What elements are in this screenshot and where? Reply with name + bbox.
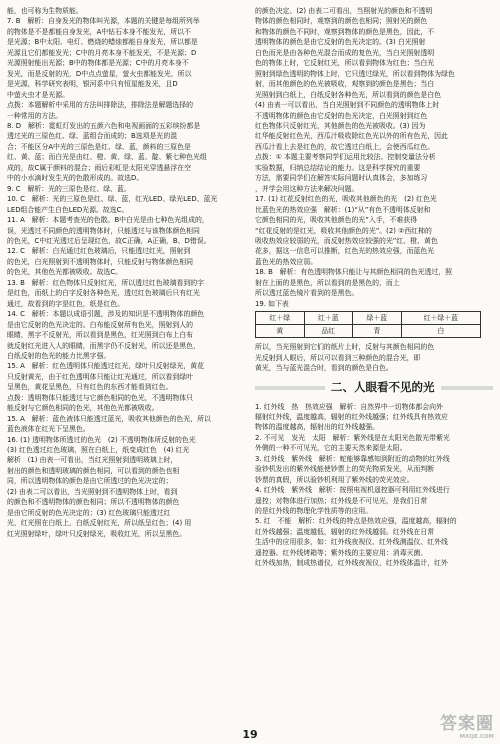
text-line: 和物体的颜色不同时，观察到物体的颜色是黑色，因此，不 [255, 27, 435, 36]
text-line: 是由它反射的色光决定的。白布能反射所有色光，照射到人的 [7, 320, 194, 329]
text-line: 的物体是不是都能自身发光，A中钻石本身不能发光，所以不 [7, 27, 191, 36]
text-line: 实验数据，归纳总结结论的能力。这是科学探究的重要 [255, 163, 421, 172]
text-line: 7. B 解析：自身发光的物体叫光源，本题的关键是每组所列举 [7, 17, 200, 26]
text-line: 5. 红 不能 解析：红外线的特点是热效应强，温度越高，辐射的 [255, 517, 457, 526]
right-column [255, 6, 493, 569]
text-line: 10. C 解析：光的三原色是红、绿、蓝，红光LED、绿光LED、蓝光 [7, 195, 218, 204]
text-line: 不透明物体的颜色由它反射的色光决定，白光照射到红色 [255, 111, 428, 120]
text-line: 的色光，其他色光都被吸收。故选C。 [7, 268, 123, 277]
text-line: 钞票的真假，所以验钞机利用了紫外线的荧光效应。 [255, 475, 414, 484]
text-line: “红花反射的是红光，吸收其他颜色的光”。(2) ②西红柿的 [255, 226, 432, 235]
text-line: 验钞机发出的紫外线能使钞票上的荧光物质发光，从而判断 [255, 465, 435, 474]
table-row [256, 312, 481, 325]
table-cell: 白 [401, 325, 480, 338]
text-line: 色的物体上时，它反射红光，所以看到物体为红色；当白光 [255, 59, 435, 68]
text-line: 吸收热效应较弱的光，而反射热效应较强的光”红、橙、黄色 [255, 236, 438, 245]
table-row [256, 325, 481, 338]
text-line: 光照射到白纸上，白纸反射各种色光，所以看到的颜色是白色 [255, 90, 442, 99]
text-line: 16. (1) 透明物体所透过的色光 (2) 不透明物体所反射的色光 [7, 435, 196, 444]
text-line: 就反射红光进入人的眼睛，而黑字仍不反射光，所以还是黑色， [7, 341, 200, 350]
text-line: 的色光，白光照射到不透明物体时，只能反射与物体颜色相同 [7, 257, 194, 266]
text-line: 花多，据这一信息可以推断，红色光的热效应强，而蓝色光 [255, 247, 435, 256]
text-line: 红外线越强；温度越低，辐射的红外线越弱。红外线在日常 [255, 527, 435, 536]
text-line: 黄光，当与蓝光混合时，看到的颜色是白色。 [255, 364, 393, 373]
text-line: 物体的颜色相同时，观察到的颜色也相同；照射光的颜色 [255, 17, 428, 26]
text-line: 3. 红外线 紫外线 解析：蛇能够靠感知到附近的动物的红外线 [255, 454, 450, 463]
text-line: 发光，而是反射的光，D中点点萤星，萤火虫都能发光，所以 [7, 69, 192, 78]
table-cell: 红＋绿 [256, 312, 305, 325]
text-line: 红光照射绿叶，绿叶只反射绿光，吸收红光，所以呈黑色。 [7, 529, 187, 538]
text-line: 射在上面的是黑色，所以看到的是黑色的，而上 [255, 278, 400, 287]
text-line: 误，光透过不同颜色的透明物体时，只能透过与该物体颜色相同 [7, 226, 200, 235]
text-line: 18. B 解析：有色透明物体只能让与其颜色相同的色光透过，照 [255, 268, 453, 277]
table-cell: 青 [353, 325, 402, 338]
text-line: 12. C 解析：白光通过红色玻璃后，只能透过红光，照射到 [7, 247, 191, 256]
text-line: 光源且它们都能发光；C中的月亮本身不能发光，不是光源；D [7, 48, 197, 57]
text-line: 4. 红外线 紫外线 解析：按照电视机遥控器可利用红外线进行 [255, 486, 450, 495]
text-line: 透过光的三原色红、绿、蓝组合而成的；B选项是光的混 [7, 132, 178, 141]
text-line: ，并学会用这种方法来解决问题。 [255, 184, 359, 193]
text-line: 生活中的应用很多，如：红外线夜视仪、红外线测温仪、红外线 [255, 538, 448, 547]
text-line: 13. B 解析：红色物体只反射红光，所以透过红色玻璃看到的字 [7, 278, 205, 287]
text-line: 2. 不可见 发光 太阳 解析：紫外线是在太阳光色散光带紫光 [255, 433, 450, 442]
text-line: 点拨：本题解析中采用的方法叫排除法，排除法是解题选择的 [7, 101, 194, 110]
text-line: 透明物体的颜色是由它反射的色光决定的。(3) 白光照射 [255, 38, 426, 47]
text-line: 眼睛，黑字不反射光，所以看到是黑色，红光照到白布上白布 [7, 331, 194, 340]
table-cell: 红＋蓝 [304, 312, 353, 325]
text-line: (3) 红色透过红色玻璃，照在白纸上，纸变成红色 (4) 红光 [7, 446, 190, 455]
text-line: 点拨：① 本题主要考察同学们运用比较法、控制变量法分析 [255, 153, 436, 162]
text-line: 一种常用的方法。 [7, 111, 63, 120]
table-cell: 红＋绿＋蓝 [401, 312, 480, 325]
text-line: 中萤火虫才是光源。 [7, 90, 70, 99]
text-line: 9. C 解析：光的三原色是红、绿、蓝。 [7, 184, 131, 193]
text-line: 1. 红外线 热 热效应强 解析：自然界中一切物体都会向外 [255, 402, 443, 411]
text-line: 能反射与它颜色相同的色光，其他色光都被吸收。 [7, 404, 159, 413]
text-line: 白纸反射的色光的能力比黑字强。 [7, 351, 111, 360]
text-line: LED组合能产生白色LED光源。故选C。 [7, 205, 129, 214]
text-line: 呈黑色，黄花呈黑色，只有红色的东西才能看到红色。 [7, 383, 173, 392]
watermark-logo [440, 709, 494, 740]
color-mixing-table [255, 311, 481, 338]
text-line: 的是红外线的物理化学性质等的应用。 [255, 507, 373, 516]
text-line: 物体的温度越高，辐射出的红外线越强。 [255, 423, 380, 432]
text-line: 的色光，C中红光透过后呈现红色，故C正确，A正确，B、D错误。 [7, 236, 211, 245]
text-line: 光，红光照在白纸上，白纸反射红光，所以纸呈红色；(4) 用 [7, 519, 192, 528]
text-line: 成的，故C属于颜料的混合；雨后彩虹是太阳光穿透悬浮在空 [7, 163, 191, 172]
text-line: (2) 由表二可以看出，当光照射到不透明物体上时，看到 [7, 487, 178, 496]
text-line: 照射到绿色透明的物体上时，它只透过绿光，所以看到物体为绿色 [255, 69, 455, 78]
text-line: 中的小水滴时发生光的色散形成的。故选D。 [7, 174, 144, 183]
text-line: 射出的颜色和透明玻璃的颜色相同，可以看到的颜色也相 [7, 466, 180, 475]
page-number: 19 [242, 728, 258, 741]
text-line: 白色而光是由各种色光混合而成的复色光，当白光照射透明 [255, 48, 435, 57]
left-column [7, 6, 243, 539]
text-line: 的颜色决定。(2) 由表二可看出，当照射光的颜色和不透明 [255, 7, 433, 15]
text-line: (4) 由表一可以看出，当白光照射到不同颜色的透明物体上时 [255, 101, 440, 110]
text-line: 红、黄、蓝；而白光是由红、橙、黄、绿、蓝、靛、紫七种色光组 [7, 153, 207, 162]
text-line: 只反射黄光，由于红色透明体只能让红光通过，所以看到绿叶 [7, 372, 194, 381]
table-cell: 黄 [256, 325, 305, 338]
text-line: 15. A 解析：蓝色液体只能透过蓝光，吸收其他颜色的色光，所以 [7, 414, 211, 423]
text-line: 是红色，而纸上的白字反射各种色光，透过红色玻璃后只有红光 [7, 289, 200, 298]
text-line: 所以，当光照射到它们的纸片上时，反射与其颜色相同的色 [255, 343, 435, 352]
section-banner [255, 377, 493, 399]
text-line: 外侧的一种不可见光，它的主要天然来源是太阳。 [255, 444, 407, 453]
text-line: 17. (1) 红花反射红色的光，吸收其他颜色的光 (2) 红色光 [255, 195, 437, 204]
text-line: 8. D 解析：霓虹灯发出的五颜六色和电视画面的五彩缤纷都是 [7, 121, 201, 130]
text-line: 比蓝色光的热效应强 解析：(1)“从”有色不透明体反射和 [255, 205, 431, 214]
text-line: 同，所以透明物体的颜色是由它所透过的色光决定的； [7, 477, 173, 486]
text-line: 蓝色液体在红光下呈黑色。 [7, 425, 90, 434]
table-cell: 品红 [304, 325, 353, 338]
text-line: 所以透过蓝色镜片看到的是黑色。 [255, 289, 359, 298]
watermark-text: 答案圈 [440, 714, 494, 734]
text-line: 方法，需要同学们在解答实际问题时认真体会，多加练习 [255, 174, 428, 183]
text-line: 光反射到人眼后，所以可以看到三种颜色的混合光，即 [255, 353, 421, 362]
text-line: 红华能反射红色光，西瓜汁吸收除红色光以外的所有色光，因此 [255, 132, 448, 141]
text-line: 是由它所反射的色光决定的；(3) 红色玻璃只能透过红 [7, 508, 171, 517]
text-line: 19. 如下表 [255, 299, 289, 308]
text-line: 红色物体只反射红光，其他颜色的色光被吸收。(3) 因为 [255, 121, 426, 130]
text-line: 合；不能区分A中光的三原色是红、绿、蓝，颜料的三原色是 [7, 142, 191, 151]
text-line: 通过，故看到的字是红色，纸是红色。 [7, 299, 125, 308]
watermark-url: MXQE.COM [459, 734, 494, 740]
text-line: 西瓜汁看上去是红色的，故它透过白纸上，会使西瓜红色。 [255, 142, 435, 151]
text-line: 是光源，科学研究表明，银河系中只有恒星能发光，且D [7, 80, 178, 89]
text-line: 蓝色光的热效应弱。 [255, 257, 318, 266]
section-title: 二、人眼看不见的光 [325, 379, 441, 395]
text-line: 的颜色和不透明物体的颜色相同；所以不透明物体的颜色 [7, 498, 180, 507]
text-line: 点拨：透明物体只能透过与它颜色相同的色光，不透明物体只 [7, 393, 194, 402]
text-line: 解析 (1) 由表一可看出，当红光照射到透明玻璃上时， [7, 456, 178, 465]
table-cell: 绿＋蓝 [353, 312, 402, 325]
text-line: 射，而其他颜色的色光被吸收，观察到的颜色是黑色；当白 [255, 80, 435, 89]
text-line: 是光源；B中太阳、电灯、燃烧的蜡烛都能自身发光，所以都是 [7, 38, 198, 47]
text-line: 遥控器、红外线烤箱等；紫外线的主要应用：消毒灭菌、 [255, 548, 428, 557]
text-line: 15. A 解析：红色透明体只能透过红光，绿叶只反射绿光，黄花 [7, 362, 205, 371]
text-line: 11. A 解析：本题考查光的色散。B中白光是由七种色光组成的， [7, 216, 209, 225]
text-line: 辐射红外线，温度越高，辐射的红外线越强；红外线具有热效应 [255, 412, 448, 421]
text-line: 能，也可称为生物质能。 [7, 7, 83, 15]
text-line: 它颜色相同的光，吸收其他颜色的光”入手，不难获得 [255, 216, 418, 225]
text-line: 14. C 解析：本题以成语引题，涉及的知识是不透明物体的颜色 [7, 310, 205, 319]
text-line: 光源照射能出光源；B中的物体都是光源；C中的月亮本身不 [7, 59, 189, 68]
text-line: 遥控；对物体进行加热；红外线是不可见光，是我们日常 [255, 496, 428, 505]
text-line: 红外线加热，制成热谱仪，红外线夜视仪，红外线体温计，红外 [255, 559, 448, 568]
